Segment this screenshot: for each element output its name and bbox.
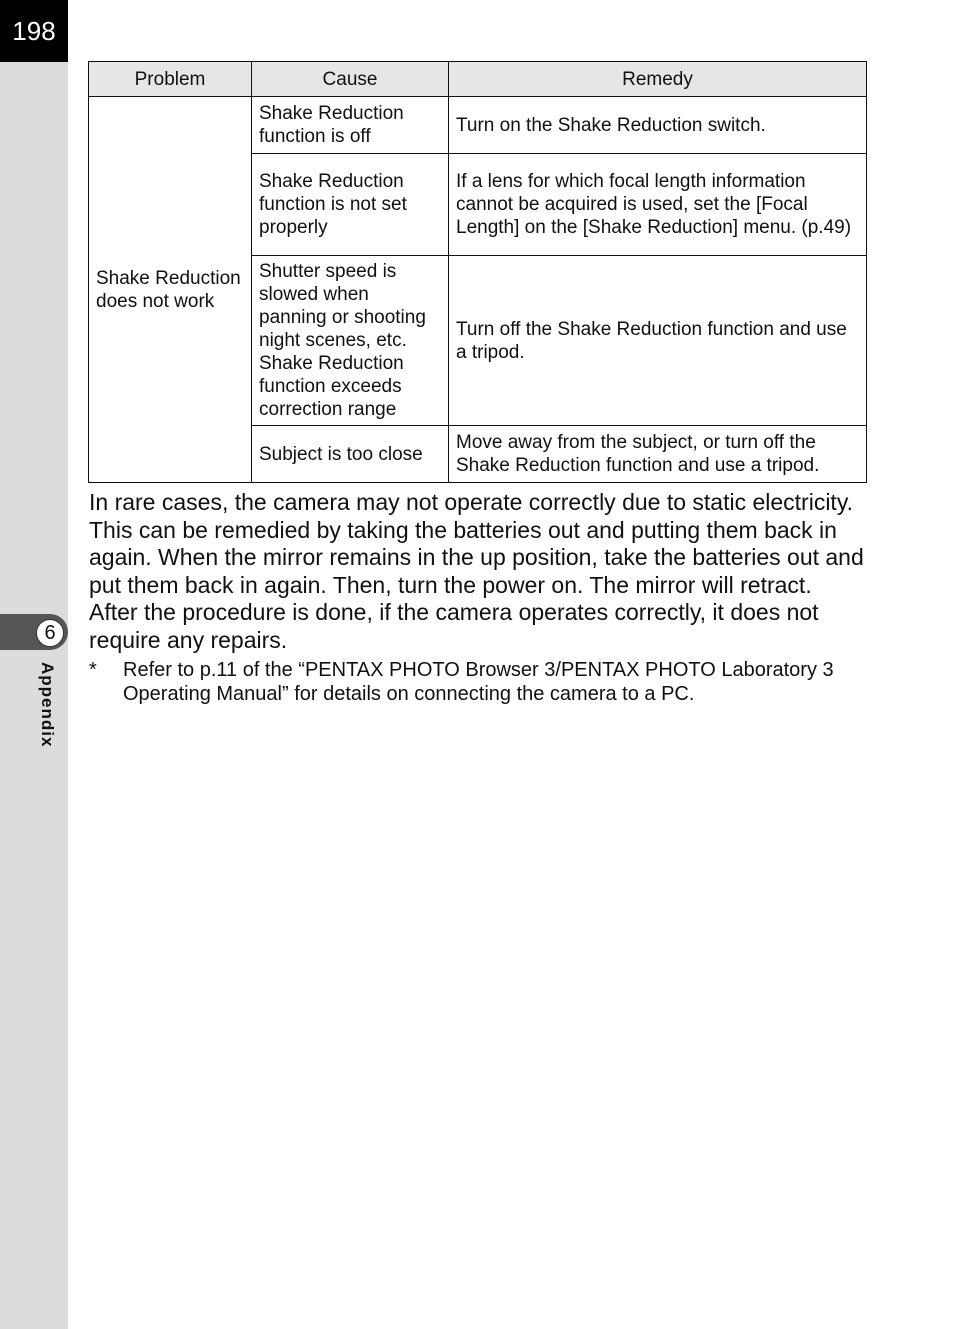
side-strip [0, 0, 68, 1329]
chapter-number: 6 [36, 619, 64, 647]
table-header-row [89, 62, 867, 97]
chapter-label: Appendix [38, 662, 57, 748]
header-remedy: Remedy [449, 62, 867, 97]
troubleshooting-table [88, 61, 867, 483]
problem-cell: Shake Reduction does not work [89, 97, 252, 483]
header-cause: Cause [252, 62, 449, 97]
cause-cell: Subject is too close [252, 426, 449, 483]
header-problem: Problem [89, 62, 252, 97]
body-paragraph: In rare cases, the camera may not operate correctly due to static electricity. This can be remedied by taking the batteries out and putting them back in again. When the mirror remains in the up position, take the batteries out and put them back in again. Then, turn the power on. The mirror will retract. After the procedure is done, if the camera operates correctly, it does not require any repairs. [89, 489, 864, 653]
table-row [89, 97, 867, 154]
footnote-text: Refer to p.11 of the “PENTAX PHOTO Browser 3/PENTAX PHOTO Laboratory 3 Operating Manual” for details on connecting the camera to a PC. [123, 659, 834, 705]
page-number: 198 [0, 0, 68, 62]
cause-cell: Shake Reduction function is not set properly [252, 154, 449, 256]
footnote-marker: * [89, 659, 97, 681]
remedy-cell: Move away from the subject, or turn off the Shake Reduction function and use a tripod. [449, 426, 867, 483]
remedy-cell: Turn on the Shake Reduction switch. [449, 97, 867, 154]
remedy-cell: If a lens for which focal length information cannot be acquired is used, set the [Focal Length] on the [Shake Reduction] menu. (p.49) [449, 154, 867, 256]
cause-cell: Shutter speed is slowed when panning or shooting night scenes, etc. Shake Reduction function exceeds correction range [252, 256, 449, 426]
cause-cell: Shake Reduction function is off [252, 97, 449, 154]
remedy-cell: Turn off the Shake Reduction function and use a tripod. [449, 256, 867, 426]
footnote [89, 658, 869, 706]
